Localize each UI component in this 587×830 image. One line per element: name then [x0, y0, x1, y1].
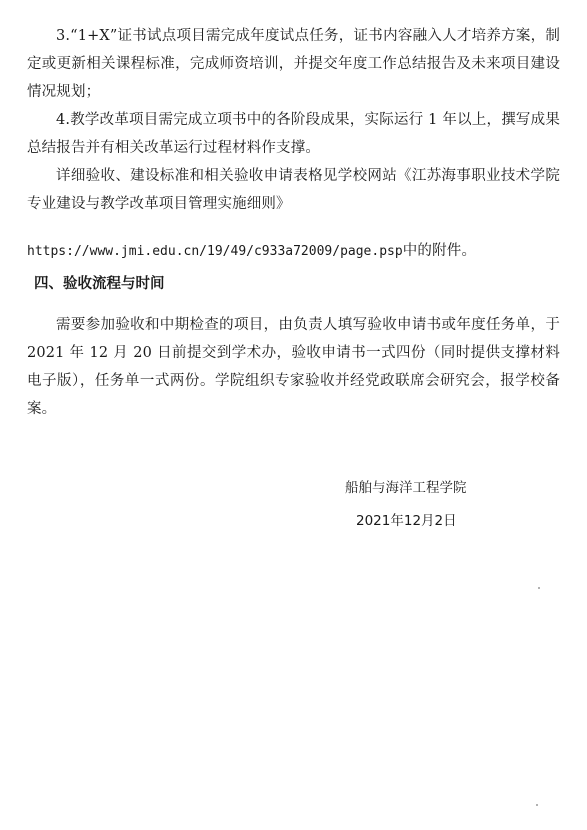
signature-date: 2021年12月2日	[356, 513, 457, 529]
scan-speck	[536, 804, 538, 806]
paragraph-item-4: 4.教学改革项目需完成立项书中的各阶段成果，实际运行 1 年以上，撰写成果总结报告并有相关改革运行过程材料作支撑。	[27, 112, 560, 156]
school-website-link[interactable]: https://www.jmi.edu.cn/19/49/c933a72009/page.psp	[27, 244, 403, 259]
paragraph-process: 需要参加验收和中期检查的项目，由负责人填写验收申请书或年度任务单，于 2021 年 12 月 20 日前提交到学术办，验收申请书一式四份（同时提供支撑材料电子版），任务单一式两份。学院组织专家验收并经党政联席会研究会，报学校备案。	[27, 317, 560, 417]
paragraph-details: 详细验收、建设标准和相关验收申请表格见学校网站《江苏海事职业技术学院专业建设与教学改革项目管理实施细则》	[27, 168, 560, 212]
section-4-heading: 四、验收流程与时间	[34, 276, 165, 292]
url-line	[27, 241, 476, 262]
signature-organization: 船舶与海洋工程学院	[345, 480, 467, 496]
scan-speck	[538, 587, 540, 589]
paragraph-item-3: 3.“1+X”证书试点项目需完成年度试点任务，证书内容融入人才培养方案，制定或更新相关课程标准，完成师资培训，并提交年度工作总结报告及未来项目建设情况规划；	[27, 28, 560, 100]
url-suffix-text: 中的附件。	[402, 243, 477, 259]
